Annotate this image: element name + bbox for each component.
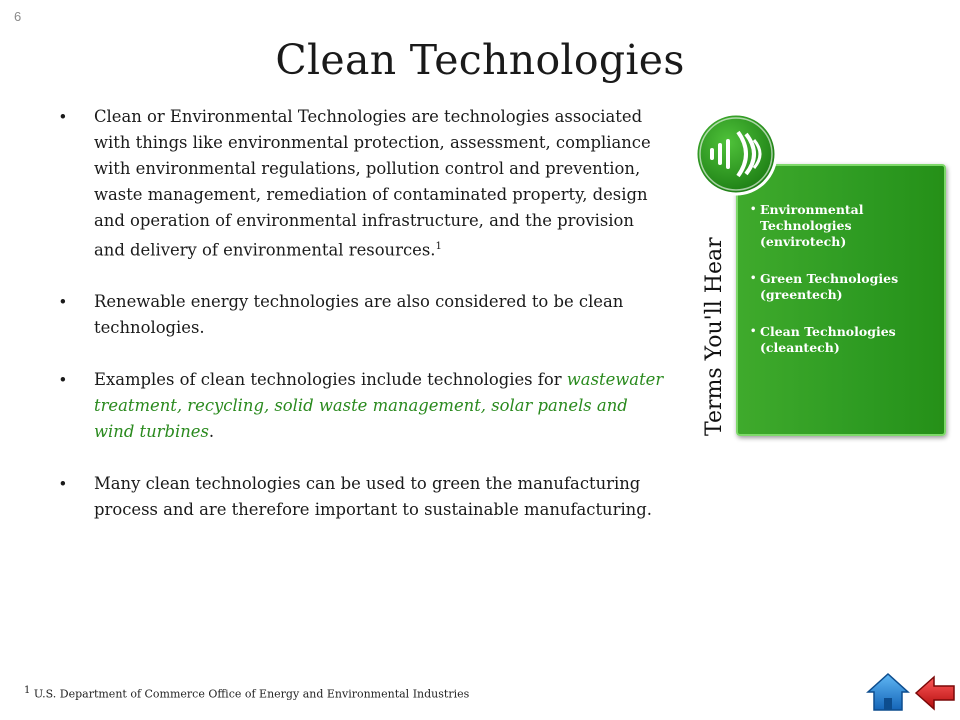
bullet-item: [56, 367, 664, 445]
green-sound-wave-logo-icon: [694, 112, 778, 196]
bullet-dot: •: [60, 371, 66, 390]
term-item: • Clean Technologies (cleantech): [750, 324, 896, 355]
term-item: • Green Technologies (greentech): [750, 271, 899, 302]
term-item: • Environmental Technologies (envirotech): [750, 202, 864, 249]
bullet-text: Clean or Environmental Technologies are technologies associated with things like environmental protection, assessment, compliance with environmental regulations, pollution control and prevention, waste management, remediation of contaminated property, design and operation of environmental infrastructure, and the provision and delivery of environmental resources.: [94, 107, 651, 260]
highlighted-examples: wastewater treatment, recycling, solid waste management, solar panels and wind turbines: [94, 370, 664, 442]
slide-title: Clean Technologies: [275, 36, 685, 84]
home-icon[interactable]: [866, 672, 910, 712]
back-arrow-icon[interactable]: [914, 674, 956, 712]
bullet-text: Examples of clean technologies include technologies for: [94, 370, 567, 390]
bullet-item: [56, 471, 664, 523]
terms-list: [750, 202, 938, 377]
bullet-text: Renewable energy technologies are also considered to be clean technologies.: [94, 292, 624, 338]
bullet-text: Many clean technologies can be used to green the manufacturing process and are therefore important to sustainable manufacturing.: [94, 474, 652, 520]
footnote-ref: 1: [435, 241, 442, 252]
bullet-item: [56, 104, 664, 263]
bullet-dot: •: [60, 475, 66, 494]
bullet-list: [56, 104, 664, 549]
bullet-item: [56, 289, 664, 341]
bullet-text-end: .: [208, 422, 215, 442]
term-label: Green Technologies (greentech): [760, 271, 899, 302]
bullet-dot: •: [60, 108, 66, 126]
footnote: [24, 685, 469, 701]
slide-number: 6: [14, 9, 22, 24]
terms-panel: [736, 164, 946, 436]
term-label: Environmental Technologies (envirotech): [760, 202, 864, 249]
terms-heading-container: [680, 196, 727, 436]
bullet-dot: •: [60, 293, 66, 312]
term-label: Clean Technologies (cleantech): [760, 324, 896, 355]
footnote-marker: 1: [24, 685, 31, 696]
footnote-text: U.S. Department of Commerce Office of Energy and Environmental Industries: [33, 687, 470, 701]
terms-heading: Terms You'll Hear: [702, 237, 727, 436]
